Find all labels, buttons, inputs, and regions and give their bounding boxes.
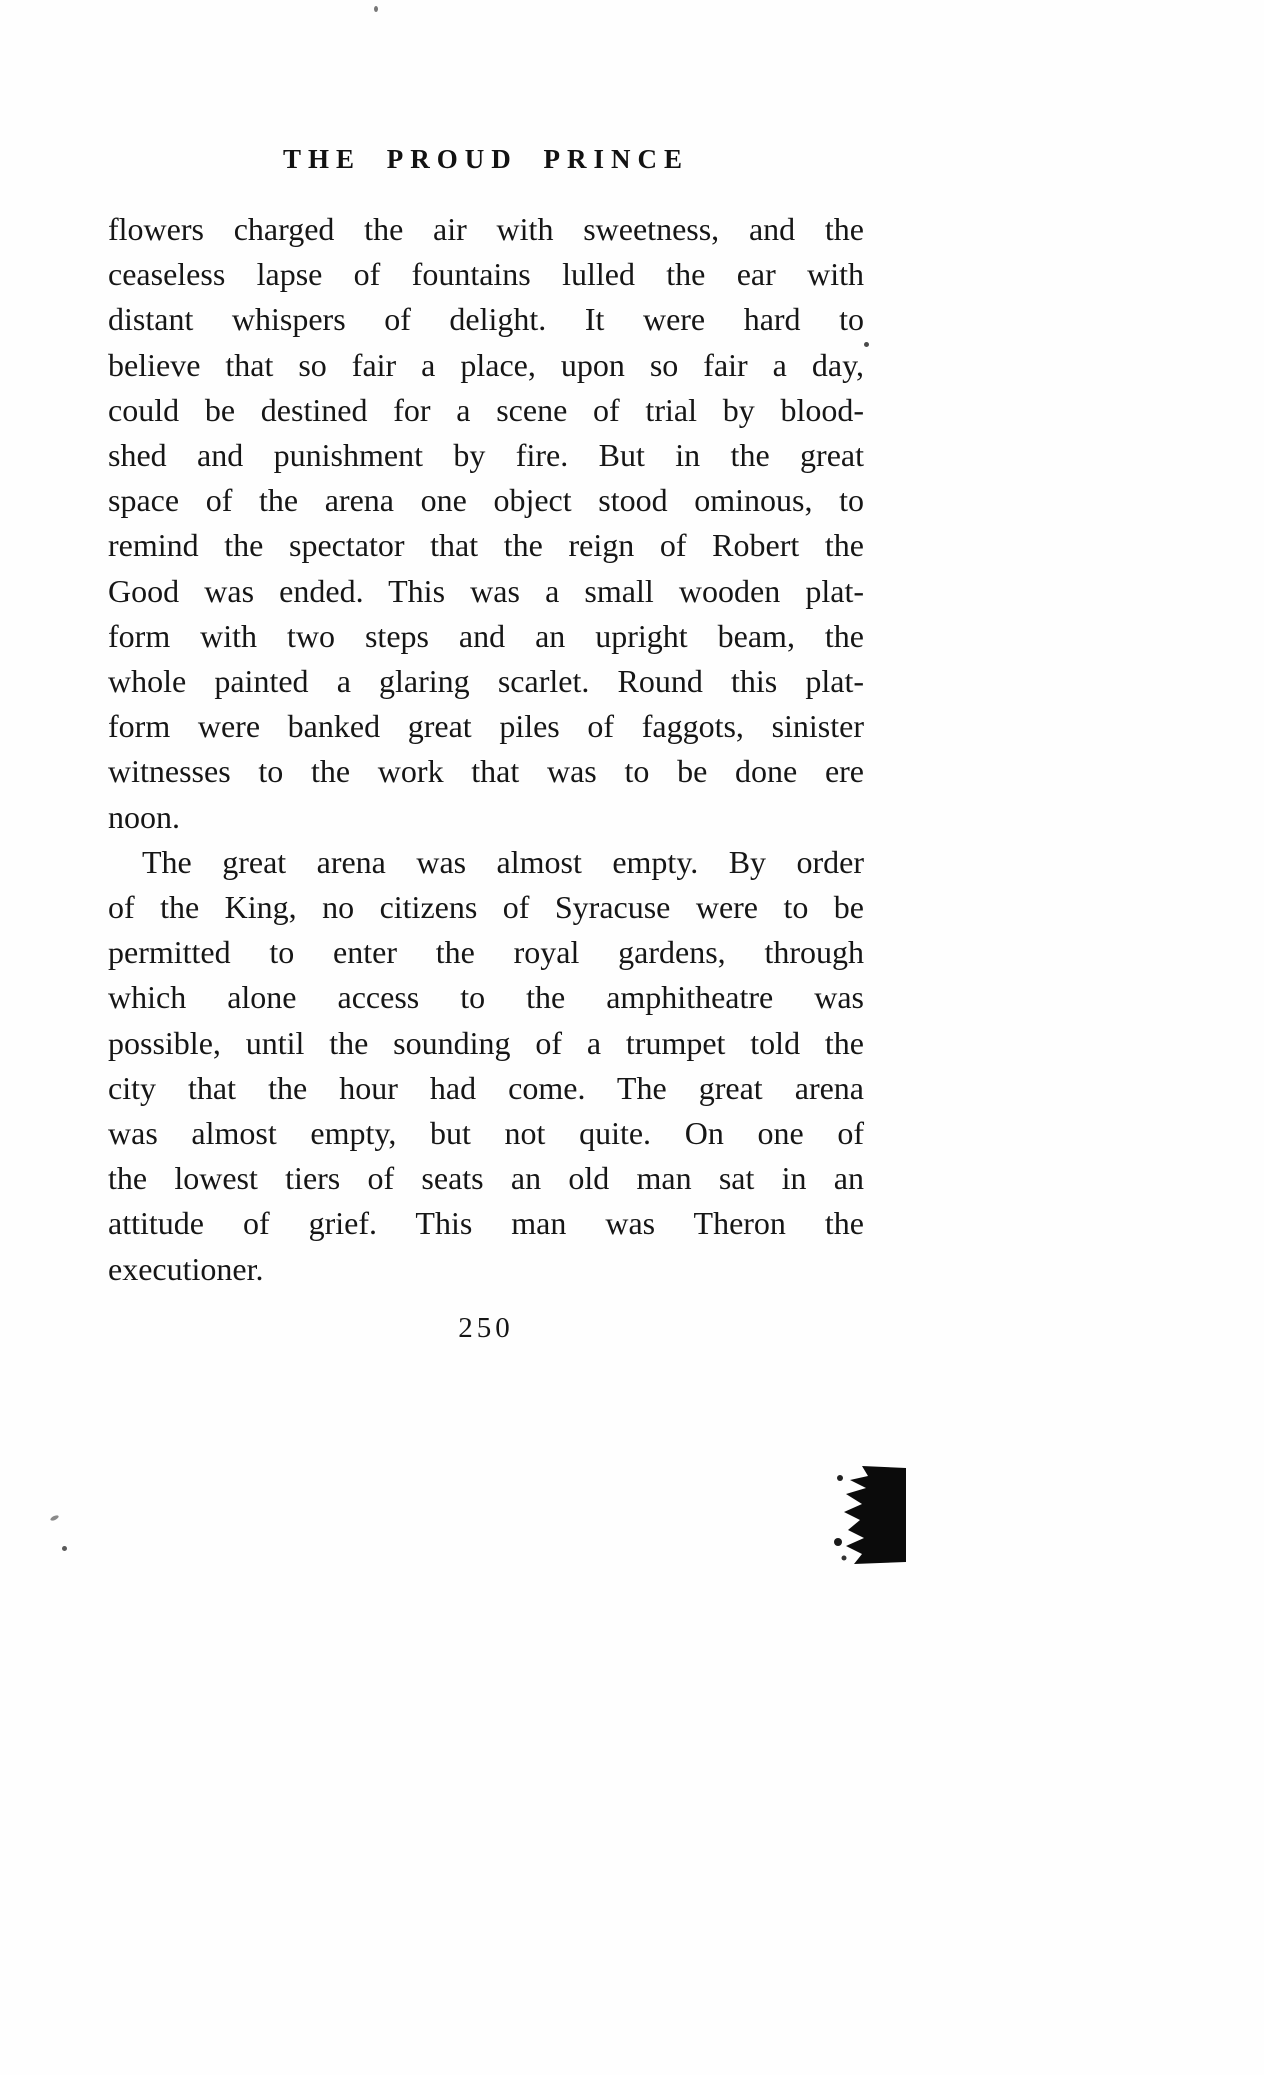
text-line: shed and punishment by fire. But in the great: [108, 437, 864, 474]
text-line: possible, until the sounding of a trumpet told the: [108, 1024, 864, 1061]
text-line: remind the spectator that the reign of Robert the: [108, 527, 864, 564]
text-line: ceaseless lapse of fountains lulled the ear with: [108, 256, 864, 293]
text-line: was almost empty, but not quite. On one of: [108, 1115, 864, 1152]
text-line: city that the hour had come. The great arena: [108, 1069, 864, 1106]
text-line: which alone access to the amphitheatre was: [108, 979, 864, 1016]
paragraph: [108, 207, 864, 840]
text-line: whole painted a glaring scarlet. Round this plat-: [108, 663, 864, 700]
page-number: 250: [458, 1312, 514, 1344]
text-line: believe that so fair a place, upon so fair a day,: [108, 346, 864, 383]
text-line: space of the arena one object stood ominous, to: [108, 482, 864, 519]
text-line: the lowest tiers of seats an old man sat in an: [108, 1160, 864, 1197]
text-line: Good was ended. This was a small wooden plat-: [108, 572, 864, 609]
text-line: executioner.: [108, 1250, 264, 1287]
text-line: permitted to enter the royal gardens, through: [108, 934, 864, 971]
text-line: distant whispers of delight. It were hard to: [108, 301, 864, 338]
text-line: The great arena was almost empty. By order: [142, 843, 864, 880]
text-line: could be destined for a scene of trial by blood-: [108, 391, 864, 428]
ink-blot-artifact: [832, 1464, 910, 1566]
body-text: [108, 207, 864, 1292]
text-line: form with two steps and an upright beam, the: [108, 617, 864, 654]
text-line: of the King, no citizens of Syracuse were to be: [108, 889, 864, 926]
speck-artifact: [864, 342, 869, 347]
text-line: noon.: [108, 798, 180, 835]
text-line: witnesses to the work that was to be done ere: [108, 753, 864, 790]
speck-artifact: [50, 1514, 60, 1521]
speck-artifact: [62, 1546, 67, 1551]
text-line: attitude of grief. This man was Theron the: [108, 1205, 864, 1242]
page-header-title: THE PROUD PRINCE: [282, 144, 689, 174]
speck-artifact: [374, 6, 378, 12]
text-line: flowers charged the air with sweetness, and the: [108, 211, 864, 247]
text-line: form were banked great piles of faggots, sinister: [108, 708, 864, 745]
paragraph: [108, 840, 864, 1292]
